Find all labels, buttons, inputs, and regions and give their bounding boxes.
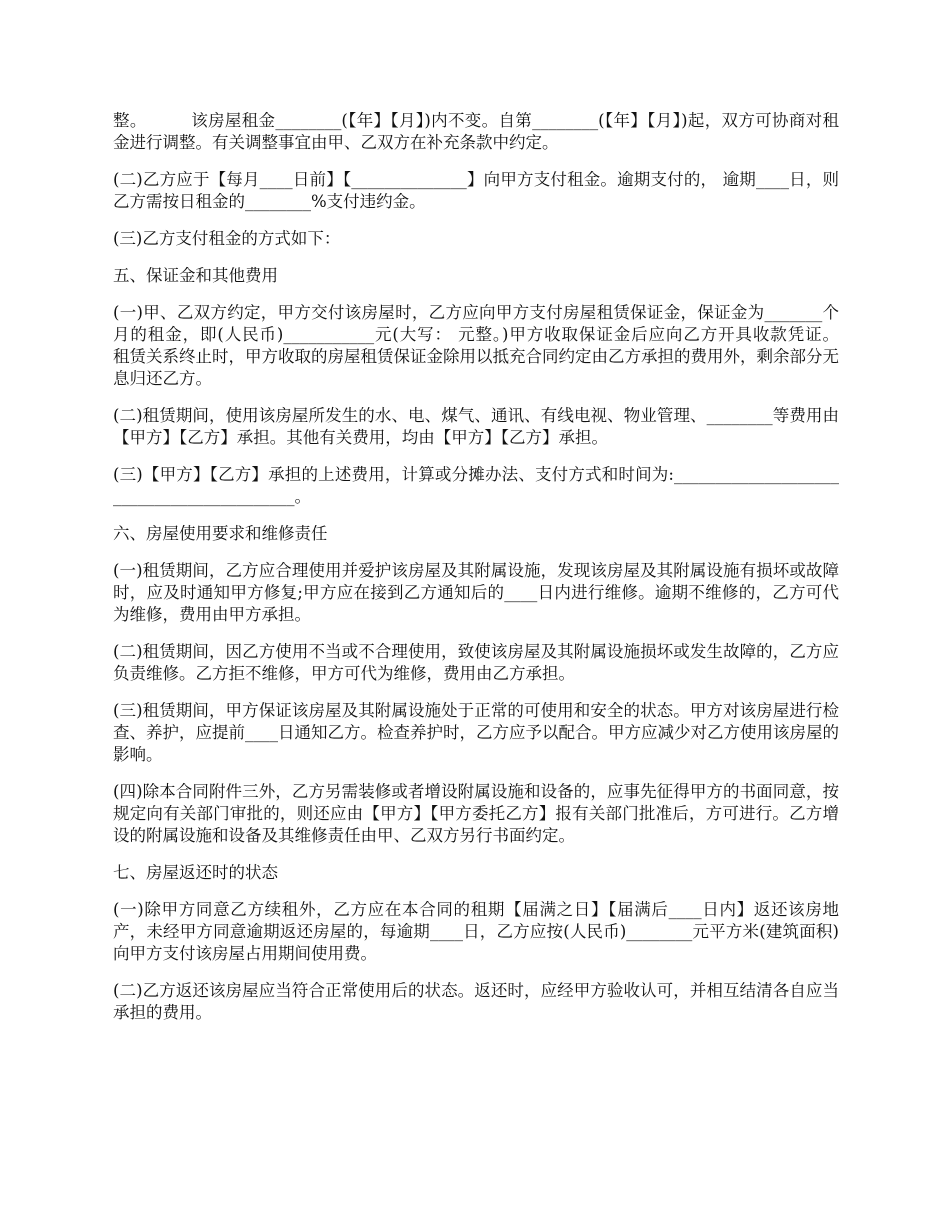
utility-fees-clause: (二)租赁期间，使用该房屋所发生的水、电、煤气、通讯、有线电视、物业管理、________等费用由【甲方】【乙方】承担。其他有关费用，均由【甲方】【乙方】承担。	[113, 406, 839, 447]
rent-adjustment-paragraph: 整。 该房屋租金________(【年】【月】)内不变。自第________(【年】【月】)起，双方可协商对租金进行调整。有关调整事宜由甲、乙双方在补充条款中约定。	[113, 111, 839, 152]
return-clause-1: (一)除甲方同意乙方续租外，乙方应在本合同的租期【届满之日】【届满后____日内】返还该房地产，未经甲方同意逾期返还房屋的，每逾期____日，乙方应按(人民币)________元平方米(建筑面积)向甲方支付该房屋占用期间使用费。	[113, 900, 839, 963]
maintenance-clause-4: (四)除本合同附件三外，乙方另需装修或者增设附属设施和设备的，应事先征得甲方的书面同意，按规定向有关部门审批的，则还应由【甲方】【甲方委托乙方】报有关部门批准后，方可进行。乙方增设的附属设施和设备及其维修责任由甲、乙双方另行书面约定。	[113, 782, 839, 845]
rent-payment-method-clause: (三)乙方支付租金的方式如下：	[113, 229, 341, 248]
maintenance-clause-3: (三)租赁期间，甲方保证该房屋及其附属设施处于正常的可使用和安全的状态。甲方对该房屋进行检查、养护，应提前____日通知乙方。检查养护时，乙方应予以配合。甲方应减少对乙方使用该房屋的影响。	[113, 701, 839, 764]
section-heading-deposit: 五、保证金和其他费用	[113, 266, 278, 285]
maintenance-clause-2: (二)租赁期间，因乙方使用不当或不合理使用，致使该房屋及其附属设施损坏或发生故障的，乙方应负责维修。乙方拒不维修，甲方可代为维修，费用由乙方承担。	[113, 642, 839, 683]
maintenance-clause-1: (一)租赁期间，乙方应合理使用并爱护该房屋及其附属设施，发现该房屋及其附属设施有损坏或故障时，应及时通知甲方修复;甲方应在接到乙方通知后的____日内进行维修。逾期不维修的，乙方可代为维修，费用由甲方承担。	[113, 561, 839, 624]
document-page	[113, 110, 881, 1039]
fee-calculation-clause: (三)【甲方】【乙方】承担的上述费用，计算或分摊办法、支付方式和时间为:__________________________________________。	[113, 465, 839, 506]
rent-payment-clause: (二)乙方应于【每月____日前】【______________】向甲方支付租金。逾期支付的， 逾期____日，则乙方需按日租金的________%支付违约金。	[113, 170, 839, 211]
return-clause-2: (二)乙方返还该房屋应当符合正常使用后的状态。返还时，应经甲方验收认可，并相互结清各自应当承担的费用。	[113, 981, 839, 1022]
section-heading-return-state: 七、房屋返还时的状态	[113, 863, 278, 882]
deposit-clause: (一)甲、乙双方约定，甲方交付该房屋时，乙方应向甲方支付房屋租赁保证金，保证金为_______个月的租金，即(人民币)___________元(大写： 元整。)甲方收取保证金后应向乙方开具收款凭证。 租赁关系终止时，甲方收取的房屋租赁保证金除用以抵充合同约定由乙方承担的费用外，剩余部分无息归还乙方。	[113, 303, 881, 388]
section-heading-maintenance: 六、房屋使用要求和维修责任	[113, 524, 328, 543]
